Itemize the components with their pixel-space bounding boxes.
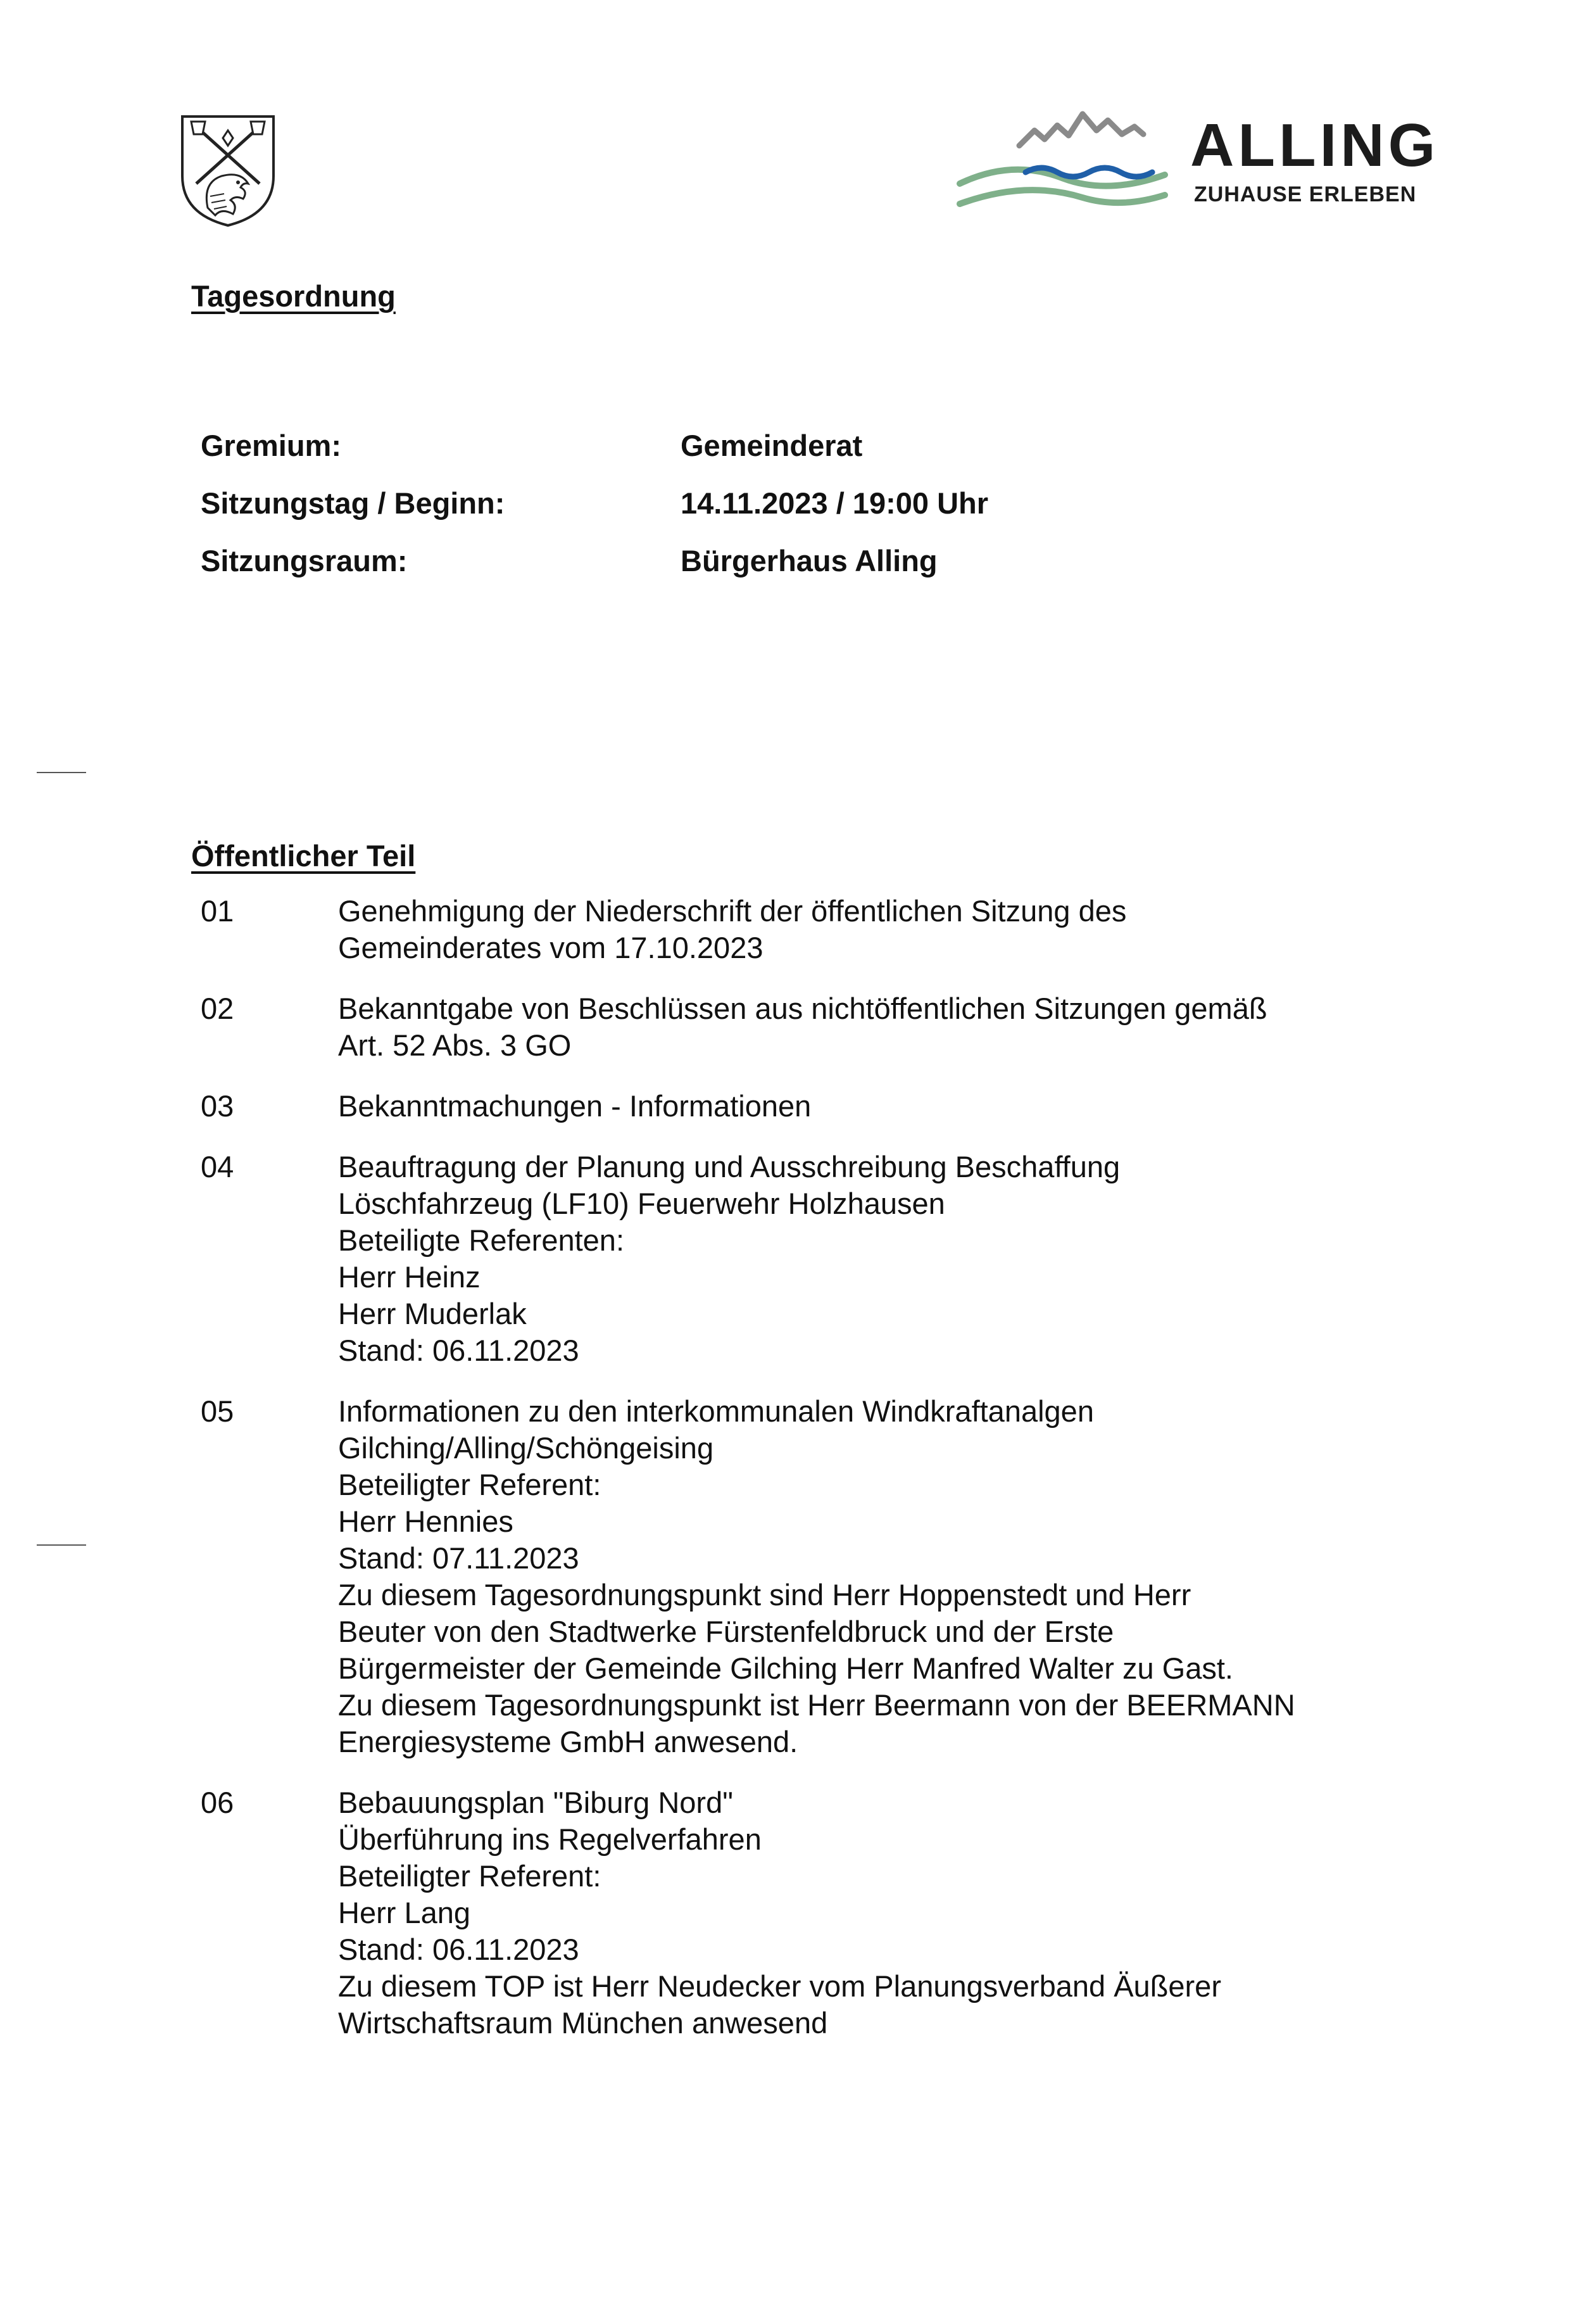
agenda-item-line: Informationen zu den interkommunalen Windkraftanalgen — [338, 1394, 1094, 1428]
agenda-item-number: 02 — [201, 992, 234, 1025]
agenda-item-line: Genehmigung der Niederschrift der öffentlichen Sitzung des — [338, 894, 1127, 928]
meta-label: Sitzungsraum: — [201, 544, 408, 577]
agenda-item-text — [338, 893, 1442, 966]
agenda-item — [201, 1393, 1442, 1760]
agenda-item-line: Bekanntgabe von Beschlüssen aus nichtöffentlichen Sitzungen gemäß — [338, 992, 1267, 1025]
agenda-item-number: 05 — [201, 1394, 234, 1428]
agenda-item-line: Beteiligter Referent: — [338, 1468, 601, 1501]
agenda-item-text — [338, 1784, 1442, 2041]
meta-label: Sitzungstag / Beginn: — [201, 486, 505, 520]
agenda-item-line: Gilching/Alling/Schöngeising — [338, 1431, 714, 1465]
document-title: Tagesordnung — [191, 279, 396, 313]
agenda-item-line: Herr Muderlak — [338, 1297, 527, 1330]
alling-logo-icon — [956, 109, 1184, 215]
agenda-item-number: 06 — [201, 1786, 234, 1819]
agenda-item-line: Herr Hennies — [338, 1505, 513, 1538]
meta-label: Gremium: — [201, 429, 341, 462]
meta-value: Gemeinderat — [681, 429, 863, 462]
agenda-item-line: Zu diesem Tagesordnungspunkt ist Herr Beermann von der BEERMANN — [338, 1688, 1295, 1722]
agenda-item-line: Bebauungsplan "Biburg Nord" — [338, 1786, 733, 1819]
agenda-list — [201, 893, 1442, 2066]
agenda-item-line: Überführung ins Regelverfahren — [338, 1822, 762, 1856]
agenda-item-line: Zu diesem Tagesordnungspunkt sind Herr Hoppenstedt und Herr — [338, 1578, 1191, 1612]
agenda-item-line: Zu diesem TOP ist Herr Neudecker vom Planungsverband Äußerer — [338, 1969, 1221, 2003]
agenda-item-line: Herr Heinz — [338, 1260, 481, 1294]
agenda-item-line: Bürgermeister der Gemeinde Gilching Herr Manfred Walter zu Gast. — [338, 1651, 1233, 1685]
agenda-item-line: Herr Lang — [338, 1896, 470, 1929]
agenda-item-number: 04 — [201, 1150, 234, 1183]
agenda-item-text — [338, 1149, 1442, 1369]
fold-mark — [37, 1544, 86, 1546]
agenda-item — [201, 1784, 1442, 2041]
agenda-item-line: Art. 52 Abs. 3 GO — [338, 1028, 572, 1062]
coat-of-arms-icon — [177, 113, 279, 228]
section-title: Öffentlicher Teil — [191, 839, 416, 873]
meta-value: 14.11.2023 / 19:00 Uhr — [681, 486, 989, 520]
meta-value: Bürgerhaus Alling — [681, 544, 938, 577]
agenda-item — [201, 990, 1442, 1064]
agenda-item-line: Bekanntmachungen - Informationen — [338, 1089, 812, 1123]
agenda-item — [201, 893, 1442, 966]
agenda-item-text — [338, 1393, 1442, 1760]
agenda-item-line: Stand: 06.11.2023 — [338, 1933, 579, 1966]
agenda-item-number: 01 — [201, 894, 234, 928]
agenda-item-line: Stand: 06.11.2023 — [338, 1334, 579, 1367]
agenda-item-line: Wirtschaftsraum München anwesend — [338, 2006, 828, 2040]
fold-mark — [37, 772, 86, 773]
agenda-item-line: Beuter von den Stadtwerke Fürstenfeldbruck und der Erste — [338, 1615, 1114, 1648]
brand-subtitle: ZUHAUSE ERLEBEN — [1194, 182, 1417, 206]
agenda-item-line: Beteiligter Referent: — [338, 1859, 601, 1893]
agenda-item-text — [338, 1088, 1442, 1125]
brand-title: ALLING — [1190, 111, 1440, 179]
agenda-item-line: Gemeinderates vom 17.10.2023 — [338, 931, 763, 964]
agenda-item — [201, 1149, 1442, 1369]
agenda-item — [201, 1088, 1442, 1125]
agenda-item-line: Beauftragung der Planung und Ausschreibung Beschaffung — [338, 1150, 1121, 1183]
agenda-item-line: Beteiligte Referenten: — [338, 1223, 625, 1257]
agenda-item-text — [338, 990, 1442, 1064]
agenda-item-line: Löschfahrzeug (LF10) Feuerwehr Holzhausen — [338, 1187, 945, 1220]
agenda-item-line: Stand: 07.11.2023 — [338, 1541, 579, 1575]
agenda-item-line: Energiesysteme GmbH anwesend. — [338, 1725, 798, 1758]
agenda-item-number: 03 — [201, 1089, 234, 1123]
